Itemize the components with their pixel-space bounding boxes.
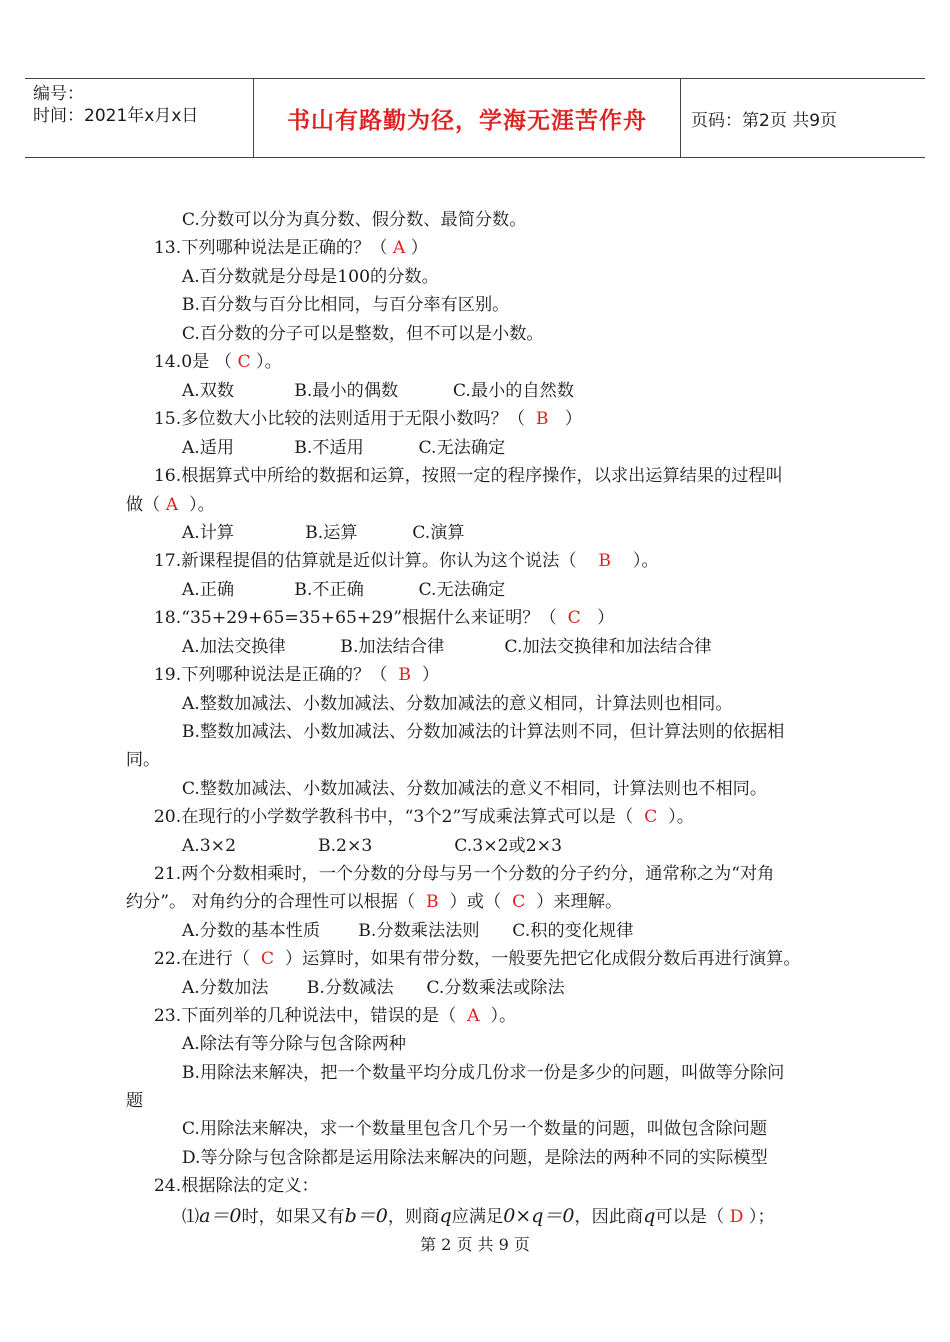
question-14: 14.0是 （ C ）。	[153, 352, 282, 372]
option-line-cont: 题	[125, 1091, 144, 1111]
option-line: C.百分数的分子可以是整数，但不可以是小数。	[181, 324, 544, 344]
header-meta	[25, 79, 253, 157]
option-line: D.等分除与包含除都是运用除法来解决的问题，是除法的两种不同的实际模型	[181, 1148, 768, 1168]
answer-mark: C	[567, 608, 581, 628]
option-line: A.加法交换律 B.加法结合律 C.加法交换律和加法结合律	[181, 637, 712, 657]
option-line: B.百分数与百分比相同，与百分率有区别。	[181, 295, 510, 315]
answer-mark: A	[392, 238, 406, 258]
header-motto-cell	[253, 79, 681, 157]
question-24-part-1: ⑴a＝0时，如果又有b＝0，则商q应满足0×q＝0，因此商q可以是（ D ）；	[181, 1205, 775, 1227]
answer-mark: C	[512, 892, 526, 912]
question-20: 20.在现行的小学数学教科书中，“3个2”写成乘法算式可以是（ C ）。	[153, 807, 694, 827]
question-21-cont: 约分”。 对角约分的合理性可以根据（ B ）或（ C ）来理解。	[125, 892, 623, 912]
question-16: 16.根据算式中所给的数据和运算，按照一定的程序操作，以求出运算结果的过程叫	[153, 466, 783, 486]
answer-mark: C	[260, 949, 275, 969]
option-line: A.百分数就是分母是100的分数。	[181, 267, 439, 287]
option-line: A.分数的基本性质 B.分数乘法法则 C.积的变化规律	[181, 921, 634, 941]
option-line: A.整数加减法、小数加减法、分数加减法的意义相同，计算法则也相同。	[181, 694, 733, 714]
option-line: A.3×2 B.2×3 C.3×2或2×3	[181, 836, 563, 856]
option-line: C.整数加减法、小数加减法、分数加减法的意义不相同，计算法则也不相同。	[181, 779, 768, 799]
question-21: 21.两个分数相乘时，一个分数的分母与另一个分数的分子约分，通常称之为“对角	[153, 864, 775, 884]
math-expression: q	[439, 1205, 452, 1227]
header-page-label: 页码：第2页 共9页	[691, 110, 838, 131]
option-line-cont: 同。	[125, 750, 161, 770]
document-number-label: 编号：	[33, 84, 84, 104]
answer-mark: B	[598, 551, 612, 571]
question-17: 17.新课程提倡的估算就是近似计算。你认为这个说法（ B ）。	[153, 551, 659, 571]
page-header	[25, 78, 925, 158]
answer-mark: A	[467, 1006, 480, 1026]
option-line: A.双数 B.最小的偶数 C.最小的自然数	[181, 381, 575, 401]
answer-mark: D	[729, 1207, 744, 1227]
option-line: A.计算 B.运算 C.演算	[181, 523, 465, 543]
option-line: A.适用 B.不适用 C.无法确定	[181, 438, 506, 458]
question-15: 15.多位数大小比较的法则适用于无限小数吗？（ B ）	[153, 409, 583, 429]
answer-mark: C	[644, 807, 658, 827]
answer-mark: C	[237, 352, 251, 372]
option-line: A.正确 B.不正确 C.无法确定	[181, 580, 506, 600]
question-16-cont: 做（ A ）。	[125, 495, 215, 515]
question-23: 23.下面列举的几种说法中，错误的是（ A ）。	[153, 1006, 517, 1026]
answer-mark: B	[535, 409, 549, 429]
option-line: A.分数加法 B.分数减法 C.分数乘法或除法	[181, 978, 565, 998]
answer-mark: A	[165, 495, 179, 515]
option-line: C.用除法来解决，求一个数量里包含几个另一个数量的问题，叫做包含除问题	[181, 1119, 768, 1139]
question-24: 24.根据除法的定义：	[153, 1176, 319, 1196]
answer-mark: B	[426, 892, 439, 912]
math-expression: 0×q＝0	[503, 1205, 575, 1227]
text-line: C.分数可以分为真分数、假分数、最简分数。	[181, 210, 527, 230]
option-line: A.除法有等分除与包含除两种	[181, 1034, 406, 1054]
page-footer: 第 2 页 共 9 页	[420, 1235, 530, 1254]
question-13: 13.下列哪种说法是正确的？（ A ）	[153, 238, 428, 258]
answer-mark: B	[398, 665, 412, 685]
option-line: B.整数加减法、小数加减法、分数加减法的计算法则不同，但计算法则的依据相	[181, 722, 785, 742]
question-22: 22.在进行（ C ）运算时，如果有带分数，一般要先把它化成假分数后再进行演算。	[153, 949, 801, 969]
option-line: B.用除法来解决，把一个数量平均分成几份求一份是多少的问题，叫做等分除问	[181, 1063, 785, 1083]
math-expression: b＝0	[344, 1205, 388, 1227]
document-time-label: 时间：2021年x月x日	[33, 106, 199, 126]
question-18: 18.“35+29+65=35+65+29”根据什么来证明？（ C ）	[153, 608, 615, 628]
header-page-cell	[681, 79, 935, 157]
header-motto: 书山有路勤为径，学海无涯苦作舟	[287, 107, 647, 134]
math-expression: q	[643, 1205, 656, 1227]
question-19: 19.下列哪种说法是正确的？（ B ）	[153, 665, 440, 685]
math-expression: a＝0	[199, 1205, 242, 1227]
